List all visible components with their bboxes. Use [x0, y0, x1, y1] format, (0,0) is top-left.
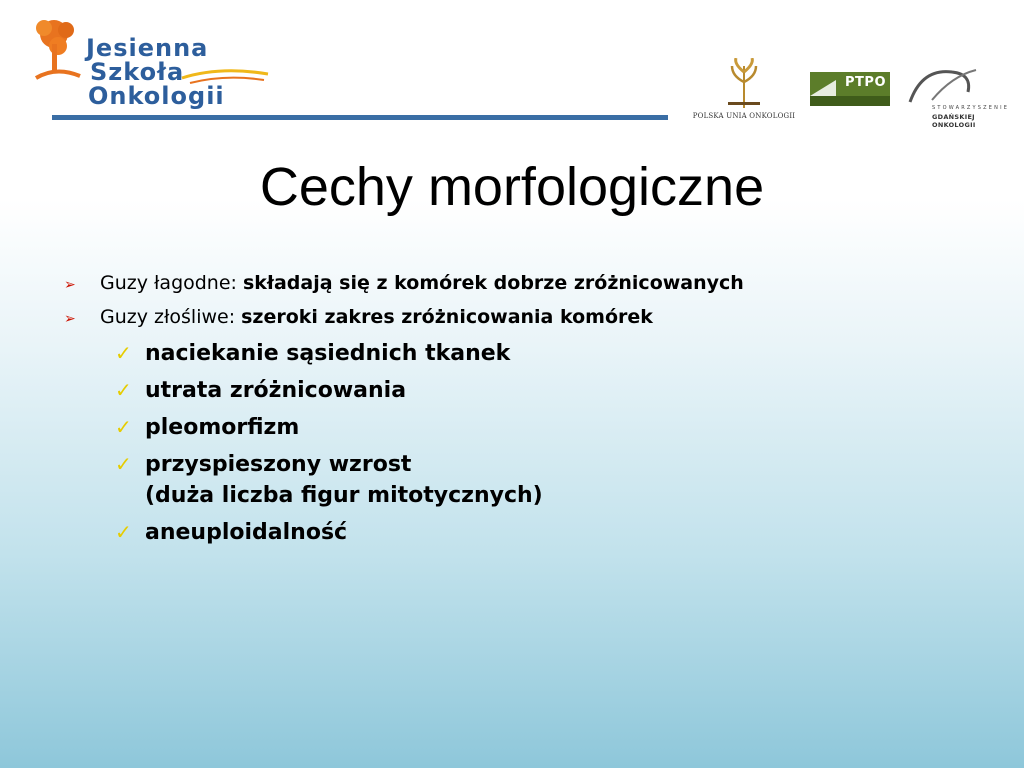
- check-icon: ✓: [115, 415, 132, 439]
- feature-item: [115, 449, 543, 511]
- pou-caption: POLSKA UNIA ONKOLOGII: [692, 112, 796, 120]
- swirl-icon: [902, 62, 1000, 106]
- bullet-item: [64, 272, 744, 294]
- bullet-detail: szeroki zakres zróżnicowania komórek: [241, 306, 653, 328]
- bullet-detail: składają się z komórek dobrze zróżnicowanych: [242, 272, 744, 294]
- arrow-bullet-icon: ➢: [64, 311, 76, 327]
- check-icon: ✓: [115, 341, 132, 365]
- polska-unia-onkologii-logo: [688, 58, 800, 126]
- wheat-icon: [688, 58, 800, 112]
- ptpo-logo: [810, 72, 890, 106]
- slide-title: Cechy morfologiczne: [259, 157, 765, 217]
- logo-line-3: Onkologii: [88, 82, 225, 110]
- ptpo-text: PTPO: [845, 75, 886, 90]
- feature-item: [115, 338, 510, 369]
- feature-text: przyspieszony wzrost: [145, 452, 412, 477]
- feature-item: [115, 375, 406, 406]
- check-icon: ✓: [115, 452, 132, 476]
- bullet-label: Guzy złośliwe:: [100, 306, 236, 328]
- feature-subtext: (duża liczba figur mitotycznych): [145, 483, 543, 508]
- feature-text: naciekanie sąsiednich tkanek: [145, 341, 511, 366]
- sgo-line-2: GDAŃSKIEJ ONKOLOGII: [932, 113, 976, 129]
- jesienna-szkola-onkologii-logo: [30, 16, 270, 110]
- feature-text: aneuploidalność: [145, 520, 348, 545]
- bullet-item: [64, 306, 653, 328]
- stowarzyszenie-gdanskiej-onkologii-logo: [902, 62, 1010, 129]
- feature-text: utrata zróżnicowania: [145, 378, 407, 403]
- check-icon: ✓: [115, 378, 132, 402]
- check-icon: ✓: [115, 520, 132, 544]
- feature-item: [115, 412, 299, 443]
- bullet-label: Guzy łagodne:: [100, 272, 237, 294]
- sgo-line-1: STOWARZYSZENIE: [932, 105, 1010, 111]
- arrow-bullet-icon: ➢: [64, 277, 76, 293]
- swoosh-icon: [180, 66, 270, 86]
- header-divider: [52, 115, 668, 120]
- tree-icon: [30, 16, 90, 106]
- logo-line-2: Szkoła: [90, 58, 185, 86]
- logo-line-1: Jesienna: [86, 34, 209, 62]
- feature-item: [115, 517, 347, 548]
- feature-text: pleomorfizm: [145, 415, 300, 440]
